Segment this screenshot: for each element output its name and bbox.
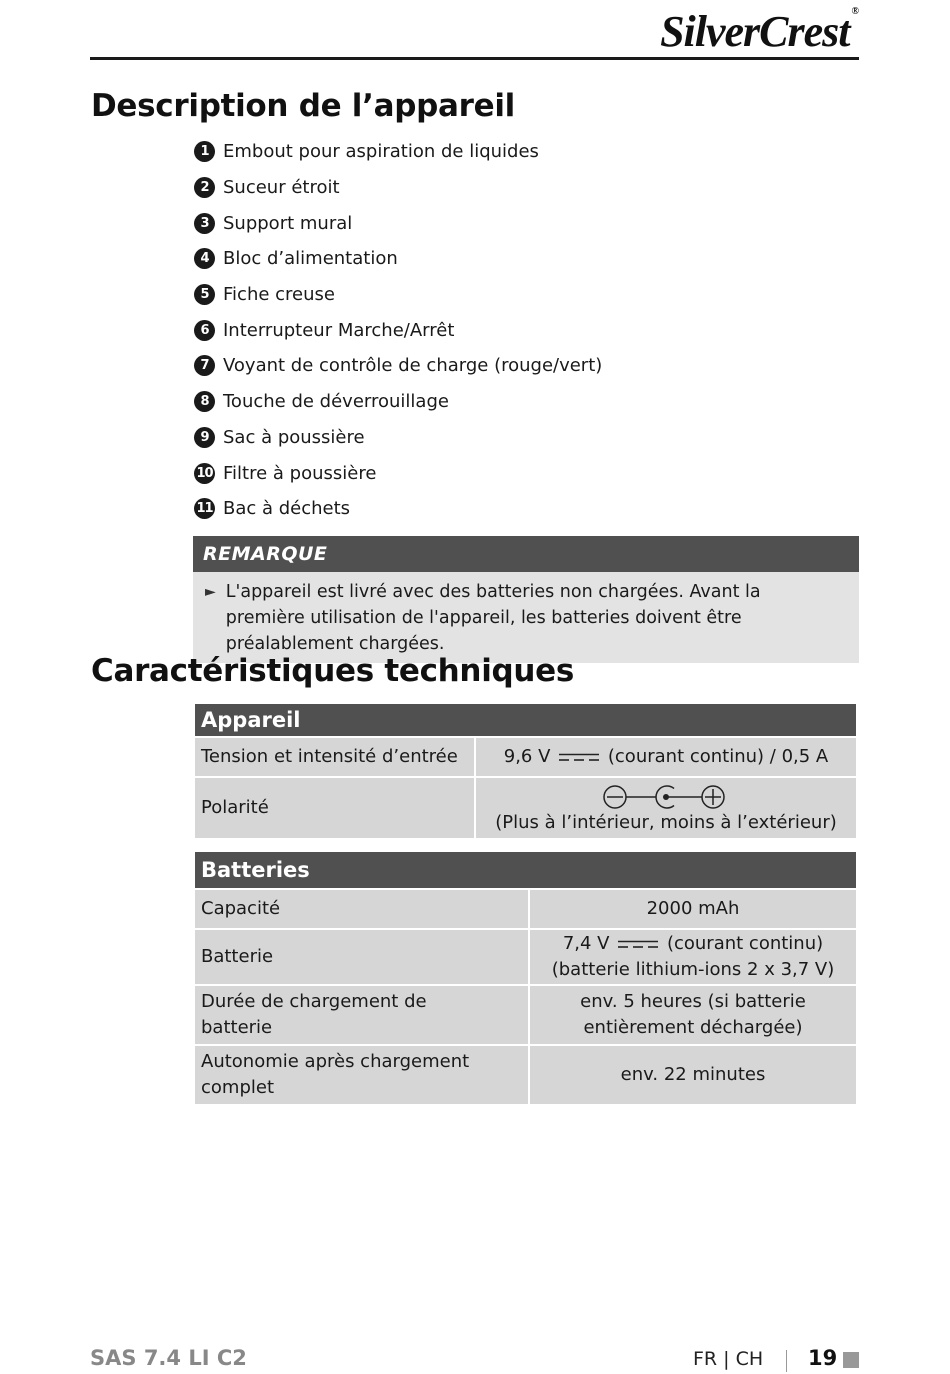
list-item bbox=[194, 170, 602, 206]
list-item bbox=[194, 312, 602, 348]
footer-model: SAS 7.4 LI C2 bbox=[90, 1346, 247, 1370]
row-value bbox=[476, 778, 856, 838]
item-label: Bloc d’alimentation bbox=[223, 248, 398, 270]
page-number: 19 bbox=[808, 1346, 838, 1370]
item-number-badge: 3 bbox=[194, 213, 215, 234]
item-label: Sac à poussière bbox=[223, 426, 365, 448]
arrow-bullet-icon: ► bbox=[205, 584, 216, 600]
note-text: L'appareil est livré avec des batteries non chargées. Avant la première utilisation de l'appareil, les batteries doivent être préalablement chargées. bbox=[225, 582, 761, 654]
list-item bbox=[194, 455, 602, 491]
item-number-badge: 4 bbox=[194, 248, 215, 269]
item-number-badge: 6 bbox=[194, 320, 215, 341]
value-battery-detail: (batterie lithium-ions 2 x 3,7 V) bbox=[551, 959, 835, 980]
item-label: Bac à déchets bbox=[223, 498, 351, 520]
value-voltage: 9,6 V bbox=[503, 746, 551, 767]
table-row bbox=[195, 890, 856, 928]
row-key: Durée de chargement de batterie bbox=[195, 986, 528, 1044]
brand-logo bbox=[660, 6, 858, 57]
item-label: Fiche creuse bbox=[223, 284, 335, 306]
item-label: Suceur étroit bbox=[223, 177, 340, 199]
list-item bbox=[194, 348, 602, 384]
row-value bbox=[530, 930, 856, 984]
table-row bbox=[195, 1046, 856, 1104]
item-label: Interrupteur Marche/Arrêt bbox=[223, 319, 455, 341]
list-item bbox=[194, 420, 602, 456]
item-label: Support mural bbox=[223, 212, 353, 234]
item-label: Filtre à poussière bbox=[223, 462, 377, 484]
list-item bbox=[194, 491, 602, 527]
item-number-badge: 11 bbox=[194, 498, 215, 519]
list-item bbox=[194, 241, 602, 277]
row-value: env. 5 heures (si batterie entièrement déchargée) bbox=[530, 986, 856, 1044]
registered-mark: ® bbox=[851, 6, 858, 17]
footer-language: FR | CH bbox=[693, 1348, 764, 1370]
list-item bbox=[194, 205, 602, 241]
row-key: Autonomie après chargement complet bbox=[195, 1046, 528, 1104]
row-value bbox=[476, 738, 856, 776]
table-row bbox=[195, 986, 856, 1044]
item-number-badge: 10 bbox=[194, 463, 215, 484]
list-item bbox=[194, 277, 602, 313]
section-title-description: Description de l’appareil bbox=[91, 88, 515, 124]
row-key: Capacité bbox=[195, 890, 528, 928]
item-label: Voyant de contrôle de charge (rouge/vert) bbox=[223, 355, 603, 377]
footer-divider bbox=[786, 1350, 787, 1372]
item-number-badge: 9 bbox=[194, 427, 215, 448]
direct-current-icon bbox=[559, 752, 599, 762]
item-number-badge: 8 bbox=[194, 391, 215, 412]
item-number-badge: 7 bbox=[194, 355, 215, 376]
spec-table-appareil bbox=[193, 702, 858, 840]
note-heading: REMARQUE bbox=[193, 536, 859, 572]
section-title-technical: Caractéristiques techniques bbox=[91, 653, 575, 689]
row-value: 2000 mAh bbox=[530, 890, 856, 928]
row-key: Tension et intensité d’entrée bbox=[195, 738, 474, 776]
row-key: Polarité bbox=[195, 778, 474, 838]
item-number-badge: 2 bbox=[194, 177, 215, 198]
value-current-type: (courant continu) bbox=[666, 933, 824, 954]
table-row bbox=[195, 930, 856, 984]
direct-current-icon bbox=[618, 939, 658, 949]
header-rule bbox=[90, 57, 859, 60]
value-current: (courant continu) / 0,5 A bbox=[607, 746, 829, 767]
value-voltage: 7,4 V bbox=[562, 933, 610, 954]
item-label: Embout pour aspiration de liquides bbox=[223, 141, 539, 163]
spec-table-batteries bbox=[193, 850, 858, 1106]
row-key: Batterie bbox=[195, 930, 528, 984]
table-heading: Appareil bbox=[195, 704, 856, 736]
page-marker-square bbox=[843, 1352, 859, 1368]
list-item bbox=[194, 134, 602, 170]
item-number-badge: 5 bbox=[194, 284, 215, 305]
note-box bbox=[193, 536, 859, 663]
row-value: env. 22 minutes bbox=[530, 1046, 856, 1104]
brand-name: SilverCrest bbox=[660, 7, 850, 56]
list-item bbox=[194, 384, 602, 420]
table-row bbox=[195, 778, 856, 838]
polarity-symbol-icon bbox=[603, 784, 729, 810]
table-heading: Batteries bbox=[195, 852, 856, 888]
note-body bbox=[193, 572, 859, 663]
item-number-badge: 1 bbox=[194, 141, 215, 162]
parts-list bbox=[194, 134, 602, 527]
polarity-caption: (Plus à l’intérieur, moins à l’extérieur) bbox=[495, 812, 837, 833]
item-label: Touche de déverrouillage bbox=[223, 391, 449, 413]
table-row bbox=[195, 738, 856, 776]
